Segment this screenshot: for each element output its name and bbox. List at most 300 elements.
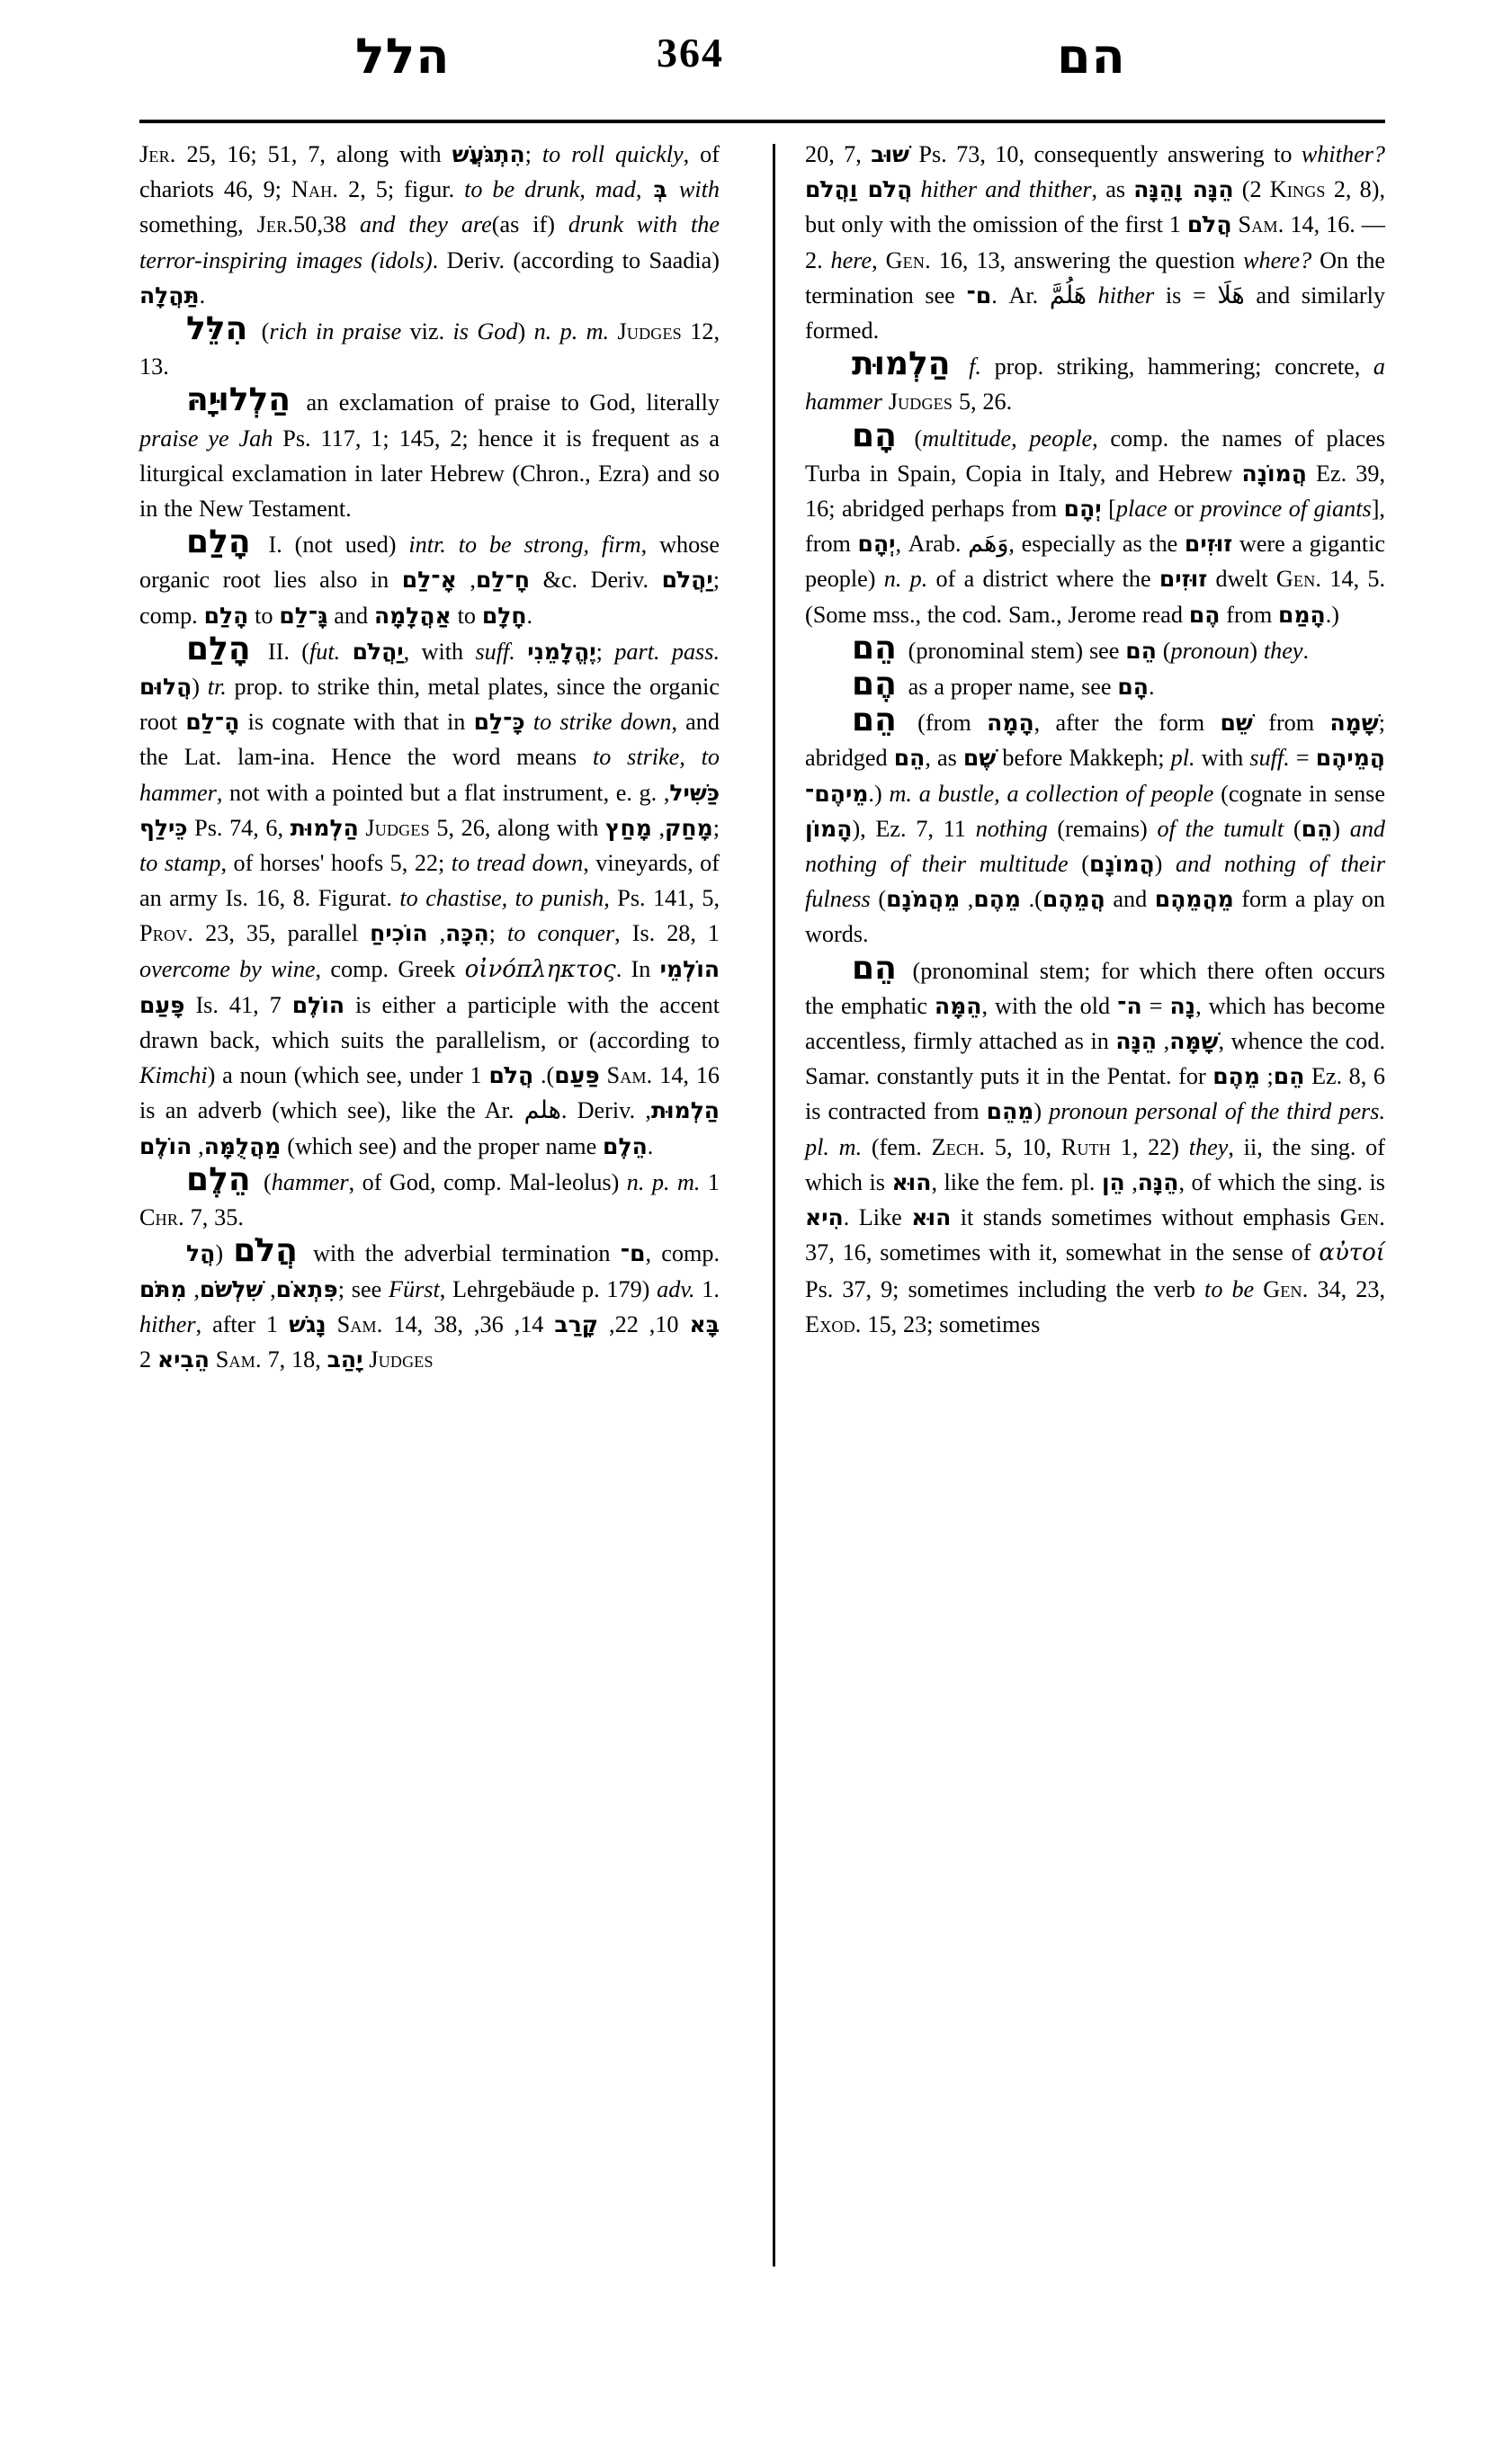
body-text: , bbox=[1124, 1168, 1138, 1195]
italic-gloss: hither and thither bbox=[920, 176, 1092, 203]
hebrew-word: הֲמוֹנָה bbox=[1241, 460, 1307, 487]
hebrew-word: הֲלֹם bbox=[1186, 211, 1232, 238]
hebrew-word: הֵלֶם bbox=[603, 1132, 648, 1159]
book-abbreviation: Gen. bbox=[1275, 566, 1322, 593]
italic-gloss: fut. bbox=[309, 638, 341, 665]
body-text: 1 bbox=[470, 1062, 607, 1089]
body-text: II. ( bbox=[255, 638, 309, 665]
italic-gloss: a hammer bbox=[805, 353, 1385, 416]
book-abbreviation: Nah. bbox=[291, 176, 339, 203]
hebrew-word: כָּ־לַם bbox=[473, 709, 525, 736]
body-text: , bbox=[872, 246, 886, 273]
hebrew-word: יֶהֱלָמֵנִי bbox=[527, 638, 596, 665]
body-text: , bbox=[960, 886, 974, 913]
italic-gloss: and nothing of their fulness bbox=[805, 851, 1386, 913]
entry-headword: הֵם bbox=[852, 702, 897, 739]
body-text: , Is. 28, 1 bbox=[614, 920, 720, 947]
book-abbreviation: Gen. bbox=[885, 246, 931, 273]
entry-continuation bbox=[805, 137, 1385, 348]
body-text: 37, 16, sometimes with it, somewhat in the sense of bbox=[805, 1239, 1320, 1266]
italic-gloss: and nothing of their multitude bbox=[805, 815, 1385, 878]
body-text: ) a noun (which see, under bbox=[207, 1062, 470, 1089]
body-text: , bbox=[645, 1097, 651, 1124]
body-text: ( bbox=[1284, 815, 1302, 842]
body-text: 1 bbox=[266, 1310, 337, 1337]
body-text: ) bbox=[192, 674, 208, 701]
hebrew-word: הֵנָּה וָהֵנָּה bbox=[1133, 176, 1234, 203]
book-abbreviation: Sam. bbox=[336, 1310, 383, 1337]
body-text: , bbox=[663, 779, 670, 806]
body-text: (2 bbox=[1233, 176, 1270, 203]
hebrew-word: הֵנָּה bbox=[1115, 1028, 1158, 1055]
italic-gloss: to be drunk, mad, bbox=[464, 176, 642, 203]
italic-gloss: overcome by wine bbox=[139, 955, 316, 982]
body-text: and similarly formed. bbox=[805, 282, 1385, 344]
body-text bbox=[1087, 282, 1098, 308]
hebrew-word: הֵם bbox=[1301, 815, 1333, 842]
italic-gloss: and they are bbox=[360, 211, 492, 238]
italic-gloss: hither bbox=[139, 1310, 196, 1337]
italic-gloss: intr. to be strong, firm bbox=[408, 532, 641, 559]
entry-headword: הַלְלוּיָהּ bbox=[186, 381, 291, 419]
body-text: (pronominal stem; for which there often occurs the emphatic bbox=[805, 957, 1385, 1019]
hebrew-word: בָּא bbox=[689, 1310, 720, 1337]
body-text: = bbox=[1295, 745, 1316, 772]
column-left bbox=[139, 137, 720, 2313]
hebrew-word: הֵן bbox=[1101, 1168, 1125, 1195]
italic-gloss: tr. bbox=[207, 674, 227, 701]
body-text: , not with a pointed but a flat instrument, e. g. bbox=[216, 779, 664, 806]
body-text: , as bbox=[925, 745, 963, 772]
italic-gloss: to stamp bbox=[139, 850, 221, 877]
hebrew-word: יַהֲלֹם bbox=[661, 567, 713, 594]
body-text: (which see) and the proper name bbox=[281, 1132, 604, 1159]
body-text: ; bbox=[595, 638, 615, 665]
book-abbreviation: Judges bbox=[888, 389, 953, 416]
book-abbreviation: Jer. bbox=[139, 141, 176, 167]
body-text: Ps. 73, 10, consequently answering to bbox=[909, 141, 1302, 167]
body-text: , bbox=[186, 1275, 200, 1302]
body-text: . Deriv. (according to Saadia) bbox=[432, 246, 720, 273]
italic-gloss: to tread down bbox=[451, 850, 584, 877]
body-text: , bbox=[1157, 1028, 1170, 1055]
dictionary-entry bbox=[805, 416, 1386, 632]
hebrew-word: מֵהֲמֹנָם bbox=[886, 886, 961, 913]
body-text: ( bbox=[870, 886, 887, 913]
italic-gloss: place bbox=[1115, 496, 1168, 523]
body-text: , bbox=[456, 567, 476, 594]
body-text: .) bbox=[1325, 601, 1340, 628]
hebrew-word: ה־ bbox=[1117, 992, 1142, 1019]
body-text bbox=[882, 389, 889, 415]
body-text: or bbox=[1167, 496, 1201, 523]
body-text: (from bbox=[901, 710, 988, 737]
hebrew-word: הוֹלֶם bbox=[139, 1132, 192, 1159]
hebrew-word: הֲל bbox=[186, 1240, 216, 1267]
body-text: from bbox=[1252, 710, 1330, 737]
hebrew-word: גָּ־לַם bbox=[279, 602, 328, 629]
body-text: , with the old bbox=[981, 992, 1118, 1019]
body-text: ; abridged bbox=[805, 710, 1386, 772]
hebrew-word: הִתְגֹּעֲשׁ bbox=[452, 141, 525, 167]
body-text: form a play on words. bbox=[805, 886, 1385, 948]
body-text: ( bbox=[901, 425, 923, 452]
body-text: dwelt bbox=[1207, 566, 1276, 593]
book-abbreviation: Chr. bbox=[139, 1204, 184, 1231]
body-text: 14, 36, bbox=[473, 1310, 555, 1337]
hebrew-word: הֲמֵהֶם bbox=[1042, 886, 1105, 913]
body-text: .) bbox=[868, 780, 890, 807]
body-text: 1, 22) bbox=[1111, 1133, 1189, 1160]
body-text: (remains) bbox=[1047, 815, 1158, 842]
body-text: with the adverbial termination bbox=[302, 1240, 621, 1267]
body-text: 1 bbox=[700, 1168, 720, 1195]
body-text: 16, 13, answering the question bbox=[930, 246, 1244, 273]
hebrew-word: הֵם bbox=[1273, 1063, 1305, 1090]
italic-gloss: pronoun bbox=[1170, 637, 1250, 664]
body-text: , bbox=[651, 814, 665, 841]
body-text bbox=[956, 353, 970, 380]
italic-gloss: pl. bbox=[1170, 745, 1195, 772]
italic-gloss: Fürst bbox=[388, 1275, 440, 1302]
entry-headword: הֵלֶם bbox=[186, 1160, 251, 1198]
hebrew-word: הוֹכִיחַ bbox=[370, 920, 428, 947]
dictionary-entry bbox=[139, 630, 720, 1164]
book-abbreviation: Sam. bbox=[606, 1062, 653, 1089]
entry-headword: הָם bbox=[852, 416, 897, 454]
body-text: were a gigantic people) bbox=[805, 531, 1385, 593]
body-text: 5, 26. bbox=[953, 389, 1013, 416]
hebrew-word: מֵהֶם bbox=[1212, 1063, 1260, 1090]
body-text: , comp. the names of places Turba in Spain, Copia in Italy, and Hebrew bbox=[805, 425, 1385, 487]
book-abbreviation: Ruth bbox=[1060, 1133, 1111, 1160]
book-abbreviation: Sam. bbox=[1238, 211, 1284, 238]
entry-headword: הָלַם bbox=[186, 523, 251, 561]
entry-headword: הֵם bbox=[852, 949, 897, 987]
body-text: ; bbox=[712, 814, 720, 841]
body-text: 5, 10, bbox=[985, 1133, 1061, 1160]
hebrew-word: מָחַץ bbox=[605, 814, 652, 841]
body-text: , which has become accentless, firmly attached as in bbox=[805, 992, 1386, 1055]
hebrew-word: מָחַק bbox=[665, 814, 713, 841]
body-text: (pronominal stem) see bbox=[901, 637, 1126, 664]
body-text: On the termination see bbox=[805, 246, 1385, 308]
hebrew-word: הָ־לַם bbox=[185, 709, 240, 736]
hebrew-word: מֵהֲמֵהֶם bbox=[1154, 886, 1234, 913]
arabic-word: هَلَا bbox=[1217, 281, 1245, 309]
body-text: , especially as the bbox=[1008, 531, 1185, 558]
dictionary-entry bbox=[139, 310, 720, 384]
body-text: 7, 35. bbox=[183, 1204, 244, 1231]
body-text: from bbox=[1220, 601, 1279, 628]
body-text: , Lehrgebäude p. 179) bbox=[439, 1275, 658, 1302]
hebrew-word: פָּעַם bbox=[139, 991, 185, 1018]
book-abbreviation: Prov. bbox=[139, 920, 194, 947]
body-text: ). bbox=[1021, 886, 1042, 913]
body-text: ; bbox=[488, 920, 507, 947]
hebrew-word: הֶם bbox=[1188, 601, 1221, 628]
body-text: ) bbox=[517, 318, 534, 345]
hebrew-word: הָמוֹן bbox=[805, 815, 853, 842]
hebrew-word: שִׁלְשֹׁם bbox=[199, 1275, 264, 1302]
hebrew-word: שָׁמָּה bbox=[1169, 1028, 1219, 1055]
hebrew-word: מַהֲלֻמָּה bbox=[203, 1132, 282, 1159]
body-text: , bbox=[192, 1132, 204, 1159]
hebrew-word: הוּא bbox=[911, 1204, 952, 1231]
body-text bbox=[1254, 1276, 1263, 1302]
body-text: 15, 23; sometimes bbox=[861, 1310, 1041, 1337]
body-text bbox=[515, 639, 527, 665]
body-text: &c. Deriv. bbox=[530, 567, 662, 594]
entry-continuation bbox=[139, 137, 720, 313]
body-text: 14, 16. — 2. bbox=[805, 211, 1385, 273]
body-text: ( bbox=[255, 1168, 272, 1195]
body-text: viz. bbox=[401, 318, 453, 345]
hebrew-word: חָלָם bbox=[481, 602, 527, 629]
body-text: , bbox=[427, 920, 446, 947]
body-text: and bbox=[327, 602, 374, 629]
body-text: ; see bbox=[337, 1275, 389, 1302]
italic-gloss: hammer bbox=[271, 1168, 349, 1195]
body-text: an exclamation of praise to God, literally bbox=[295, 389, 720, 416]
body-text: ( bbox=[1068, 851, 1090, 878]
dictionary-entry bbox=[805, 949, 1386, 1342]
italic-gloss: suff. bbox=[475, 638, 515, 665]
italic-gloss: nothing bbox=[975, 815, 1048, 842]
italic-gloss: where? bbox=[1243, 246, 1312, 273]
running-head-right-hebrew: הם bbox=[1057, 28, 1126, 85]
body-text: ) bbox=[1332, 815, 1350, 842]
book-abbreviation: Sam. bbox=[215, 1346, 262, 1373]
italic-gloss: drunk with the terror-inspiring images (idols) bbox=[139, 211, 720, 273]
body-text: ; bbox=[1259, 1063, 1274, 1090]
hebrew-word: קָרַב bbox=[554, 1310, 599, 1337]
entry-headword: הֶם bbox=[852, 666, 897, 703]
body-text: 14, 5. (Some mss., the cod. Sam., Jerome read bbox=[805, 566, 1386, 628]
hebrew-word: אַהֲלָמָה bbox=[373, 602, 452, 629]
hebrew-word: כַּשִּׁיל bbox=[669, 779, 720, 806]
hebrew-word: ם־ bbox=[966, 282, 992, 308]
body-text: to bbox=[451, 602, 482, 629]
body-text: . Ar. bbox=[991, 282, 1050, 308]
greek-word: οἰνόπληκτος bbox=[464, 955, 616, 983]
book-abbreviation: Exod. bbox=[805, 1310, 862, 1337]
italic-gloss: whither? bbox=[1301, 141, 1385, 167]
running-head-left-hebrew: הלל bbox=[355, 28, 451, 85]
italic-gloss: to be bbox=[1204, 1275, 1255, 1302]
body-text: ), Ez. 7, 11 bbox=[852, 815, 976, 842]
body-text: 14, 16 is an adverb (which see), like the Ar. bbox=[139, 1062, 720, 1124]
body-text: , of which the sing. is bbox=[1178, 1168, 1385, 1195]
body-text: prop. to strike thin, metal plates, since the organic root bbox=[139, 674, 720, 736]
body-text: 7, 18, bbox=[261, 1346, 327, 1373]
hebrew-word: שָׁמָה bbox=[1329, 710, 1379, 737]
column-right bbox=[805, 137, 1385, 2313]
body-text: (as if) bbox=[491, 211, 568, 238]
body-text bbox=[340, 639, 352, 665]
body-text: [ bbox=[1101, 496, 1116, 523]
body-text: , comp. Greek bbox=[315, 955, 465, 982]
hebrew-word: הֵמָּה bbox=[935, 992, 982, 1019]
body-text bbox=[912, 176, 920, 202]
body-text: with bbox=[1194, 745, 1250, 772]
italic-gloss: province of giants bbox=[1200, 496, 1372, 523]
hebrew-word: הֲלוּם bbox=[139, 674, 192, 701]
body-text: to bbox=[248, 602, 280, 629]
italic-gloss: is God bbox=[452, 318, 518, 345]
dictionary-entry bbox=[805, 668, 1385, 704]
body-text: Ps. 117, 1; 145, 2; hence it is frequent as a liturgical exclamation in later Hebrew (Chron., Ezra) and so in the New Testament. bbox=[139, 425, 720, 523]
hebrew-word: הָמַם bbox=[1278, 601, 1326, 628]
body-text: . bbox=[647, 1132, 654, 1159]
body-text: 10, 22, bbox=[598, 1310, 690, 1337]
header-rule bbox=[139, 120, 1385, 123]
body-text: as a proper name, see bbox=[901, 674, 1118, 701]
hebrew-word: נָה bbox=[1169, 992, 1196, 1019]
italic-gloss: multitude, people bbox=[922, 425, 1093, 452]
entry-headword: הִלֵּל bbox=[186, 310, 248, 348]
hebrew-word: הָמָה bbox=[987, 710, 1034, 737]
hebrew-word: הוּא bbox=[891, 1168, 932, 1195]
body-text: , of horses' hoofs 5, 22; bbox=[220, 850, 452, 877]
dictionary-entry bbox=[805, 345, 1385, 419]
hebrew-word: הִכָּה bbox=[445, 920, 489, 947]
book-abbreviation: Gen. bbox=[1339, 1204, 1385, 1231]
italic-gloss: with bbox=[678, 176, 720, 203]
hebrew-word: מֵיהֶם־ bbox=[805, 780, 869, 807]
body-text: 12, 13. bbox=[139, 318, 720, 380]
body-text: , like the fem. pl. bbox=[931, 1168, 1102, 1195]
body-text: something, bbox=[139, 211, 257, 238]
italic-gloss: n. p. bbox=[883, 566, 928, 593]
body-text: . Deriv. bbox=[560, 1097, 646, 1124]
hebrew-word: הָלַם bbox=[203, 602, 249, 629]
hebrew-word: הֲלֹם וַהֲלֹם bbox=[805, 176, 913, 203]
hebrew-word: הֵם bbox=[893, 745, 926, 772]
body-text: , after bbox=[195, 1310, 267, 1337]
book-abbreviation: Kings bbox=[1269, 176, 1326, 203]
body-text: before Makkeph; bbox=[996, 745, 1171, 772]
body-text bbox=[1290, 745, 1296, 771]
body-text: ( bbox=[1156, 637, 1171, 664]
hebrew-word: הִיא bbox=[805, 1204, 844, 1231]
italic-gloss: f. bbox=[969, 353, 981, 380]
body-text: (fem. bbox=[862, 1133, 932, 1160]
italic-gloss: rich in praise bbox=[269, 318, 402, 345]
dictionary-entry bbox=[139, 523, 720, 633]
body-text: ) bbox=[1033, 1098, 1050, 1125]
hebrew-word: מֵהֵם bbox=[986, 1098, 1034, 1125]
body-text: ; bbox=[524, 141, 542, 167]
book-abbreviation: Gen. bbox=[1263, 1275, 1309, 1302]
hebrew-word: הוֹלְמֵי bbox=[659, 955, 720, 982]
hebrew-word: תַּהֲלָה bbox=[139, 282, 200, 308]
body-text: Ps. 74, 6, bbox=[187, 814, 291, 841]
hebrew-word: פִּתְאֹם bbox=[275, 1275, 338, 1302]
body-text: is cognate with that in bbox=[239, 709, 474, 736]
hebrew-word: בְּ bbox=[641, 176, 679, 203]
hebrew-word: הֲמֵיהֶם bbox=[1315, 745, 1385, 772]
hebrew-word: ם־ bbox=[620, 1240, 646, 1267]
italic-gloss: they bbox=[1263, 637, 1303, 664]
body-text: Is. 41, 7 bbox=[184, 991, 292, 1018]
hebrew-word: יְהָם bbox=[1063, 496, 1102, 523]
body-text: ( bbox=[215, 1240, 234, 1267]
body-text: . bbox=[1148, 674, 1155, 701]
body-text: 14, 38, bbox=[382, 1310, 474, 1337]
body-text: 25, 16; 51, 7, along with bbox=[175, 141, 452, 167]
body-text: 1. bbox=[694, 1275, 720, 1302]
body-text: , after the form bbox=[1033, 710, 1221, 737]
arabic-word: وَهَم bbox=[968, 530, 1009, 559]
body-text: is = bbox=[1154, 282, 1218, 308]
hebrew-word: מֵהֶם bbox=[973, 886, 1022, 913]
hebrew-word: הֲמוֹנָם bbox=[1089, 851, 1155, 878]
body-text: , and the Lat. lam-ina. Hence the word means bbox=[139, 709, 720, 771]
body-text: 2, 8), but only with the omission of the first bbox=[805, 176, 1385, 238]
hebrew-word: זוּזִים bbox=[1184, 531, 1233, 558]
hebrew-word: הֵנָּה bbox=[1137, 1168, 1179, 1195]
dictionary-entry bbox=[139, 1160, 720, 1235]
body-text: , Ps. 141, 5, bbox=[604, 885, 720, 912]
hebrew-word: הֵבִיא bbox=[157, 1346, 210, 1373]
italic-gloss: to conquer bbox=[506, 920, 615, 947]
body-text: 5, 26, along with bbox=[429, 814, 606, 841]
book-abbreviation: Judges bbox=[365, 814, 430, 841]
body-text: Ez. 39, 16; abridged perhaps from bbox=[805, 460, 1385, 523]
body-text: , of chariots 46, 9; bbox=[139, 141, 720, 203]
hebrew-word: מִתֹּם bbox=[139, 1275, 187, 1302]
dictionary-entry bbox=[805, 629, 1385, 668]
body-text: , Arab. bbox=[895, 531, 969, 558]
entry-headword: הֲלֹם bbox=[233, 1232, 298, 1270]
book-abbreviation: Judges bbox=[369, 1346, 434, 1373]
body-text: , as bbox=[1091, 176, 1134, 203]
hebrew-word: הַלְמוּת bbox=[650, 1097, 720, 1124]
body-text: 50,38 bbox=[293, 211, 361, 238]
body-text: , with bbox=[403, 638, 476, 665]
body-text: , ii, the sing. of which is bbox=[805, 1133, 1385, 1195]
body-text: of a district where the bbox=[927, 566, 1159, 593]
italic-gloss: n. p. m. bbox=[533, 318, 610, 345]
dictionary-entry bbox=[139, 1232, 720, 1377]
italic-gloss: to strike, to hammer bbox=[139, 744, 720, 806]
italic-gloss: n. p. m. bbox=[626, 1168, 701, 1195]
italic-gloss: pronoun personal of the third pers. pl. m. bbox=[805, 1098, 1385, 1160]
body-text: 23, 35, parallel bbox=[193, 920, 371, 947]
hebrew-word: הַלְמוּת bbox=[290, 814, 359, 841]
arabic-word: هَلُمَّ bbox=[1049, 281, 1087, 309]
hebrew-word: שֶׁם bbox=[962, 745, 997, 772]
greek-word: αὐτοί bbox=[1319, 1239, 1385, 1267]
italic-gloss: they bbox=[1188, 1133, 1229, 1160]
book-abbreviation: Jer. bbox=[256, 211, 294, 238]
italic-gloss: adv. bbox=[657, 1275, 695, 1302]
entry-headword: הָלַם bbox=[186, 630, 251, 667]
column-divider-rule bbox=[773, 144, 775, 2267]
hebrew-word: יַהֲלֹם bbox=[352, 638, 404, 665]
italic-gloss: m. a bustle, a collection of people bbox=[889, 780, 1214, 807]
hebrew-word: הוֹלֶם bbox=[291, 991, 345, 1018]
body-text: , whence the cod. Samar. constantly puts it in the Pentat. for bbox=[805, 1028, 1385, 1090]
italic-gloss: praise ye Jah bbox=[139, 425, 273, 452]
book-abbreviation: Zech. bbox=[931, 1133, 986, 1160]
body-text: , bbox=[263, 1275, 276, 1302]
entry-headword: הֵם bbox=[852, 629, 897, 666]
body-text: , comp. bbox=[645, 1240, 720, 1267]
hebrew-word: פַּעַם bbox=[554, 1062, 600, 1089]
body-text: . In bbox=[615, 955, 660, 982]
